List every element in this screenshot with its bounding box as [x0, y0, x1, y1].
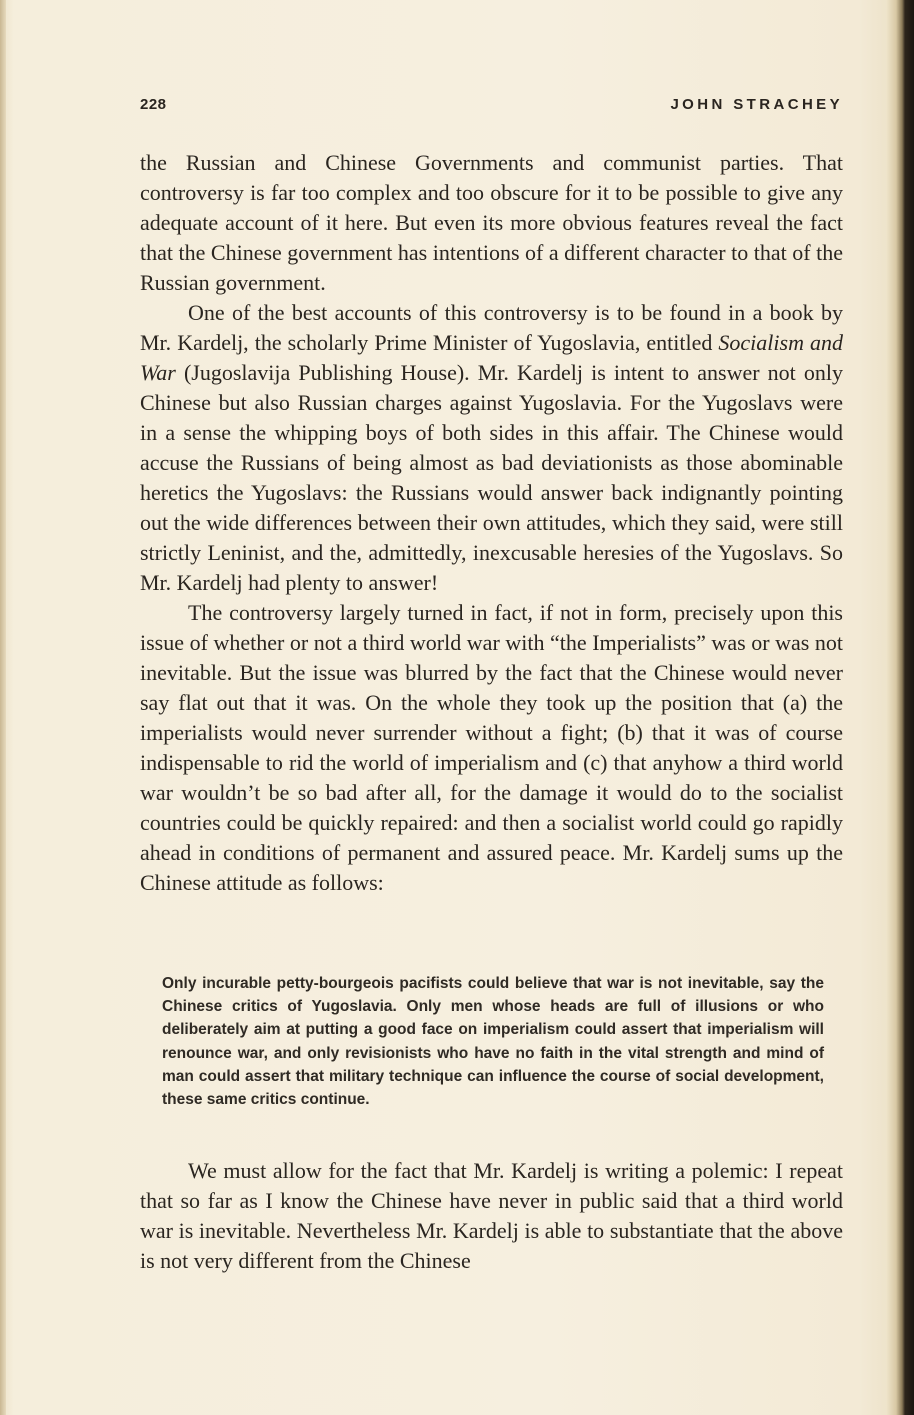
paragraph-polemic: We must allow for the fact that Mr. Kardelj is writing a polemic: I repeat that so far as I know the Chinese have never in public said that a third world war is inevitable. Nevertheless Mr. Kardelj is able to substantiate that the above is not very different from the Chinese: [140, 1158, 843, 1273]
quote-text: Only incurable petty-bourgeois pacifists could believe that war is not inevitable, say the Chinese critics of Yugoslavia. Only men whose heads are full of illusions or who deliberately aim at putting a good face on imperialism could assert that imperialism will renounce war, and only revisionists who have no faith in the vital strength and mind of man could assert that military technique can influence the course of social development, these same critics continue.: [162, 975, 824, 1109]
paragraph-continuation: the Russian and Chinese Governments and communist parties. That controversy is far too complex and too obscure for it to be possible to give any adequate account of it here. But even its more obvious features reveal the fact that the Chinese government has intentions of a different character to that of the Russian government.: [140, 150, 843, 295]
body-text: [140, 148, 843, 898]
page-header: [140, 96, 843, 122]
body-text-after-quote: [140, 1156, 843, 1276]
paragraph-kardelj-book: [140, 298, 843, 598]
page-number: 228: [140, 96, 167, 113]
block-quote: [162, 972, 824, 1111]
book-title: Socialism and War: [140, 330, 843, 385]
paragraph-kardelj-book-end: (Jugoslavija Publishing House). Mr. Kardelj is intent to answer not only Chinese but also Russian charges against Yugoslavia. For the Yugoslavs were in a sense the whipping boys of both sides in this affair. The Chinese would accuse the Russians of being almost as bad deviationists as those abominable heretics the Yugoslavs: the Russians would answer back indignantly pointing out the wide differences between their own attitudes, which they said, were still strictly Leninist, and the, admittedly, inexcusable heresies of the Yugoslavs. So Mr. Kardelj had plenty to answer!: [140, 360, 843, 595]
running-head: JOHN STRACHEY: [670, 96, 843, 113]
paragraph-controversy: The controversy largely turned in fact, if not in form, precisely upon this issue of whether or not a third world war with “the Imperialists” was or was not inevitable. But the issue was blurred by the fact that the Chinese would never say flat out that it was. On the whole they took up the position that (a) the imperialists would never surrender without a fight; (b) that it was of course indispensable to rid the world of imperialism and (c) that anyhow a third world war wouldn’t be so bad after all, for the damage it would do to the socialist countries could be quickly repaired: and then a socialist world could go rapidly ahead in conditions of permanent and assured peace. Mr. Kardelj sums up the Chinese attitude as follows:: [140, 600, 843, 895]
paragraph-kardelj-book-start: One of the best accounts of this controversy is to be found in a book by Mr. Kardelj, the scholarly Prime Minister of Yugoslavia, entitled: [140, 300, 843, 355]
book-spine-shadow: [886, 0, 914, 1415]
page-left-edge: [0, 0, 6, 1415]
